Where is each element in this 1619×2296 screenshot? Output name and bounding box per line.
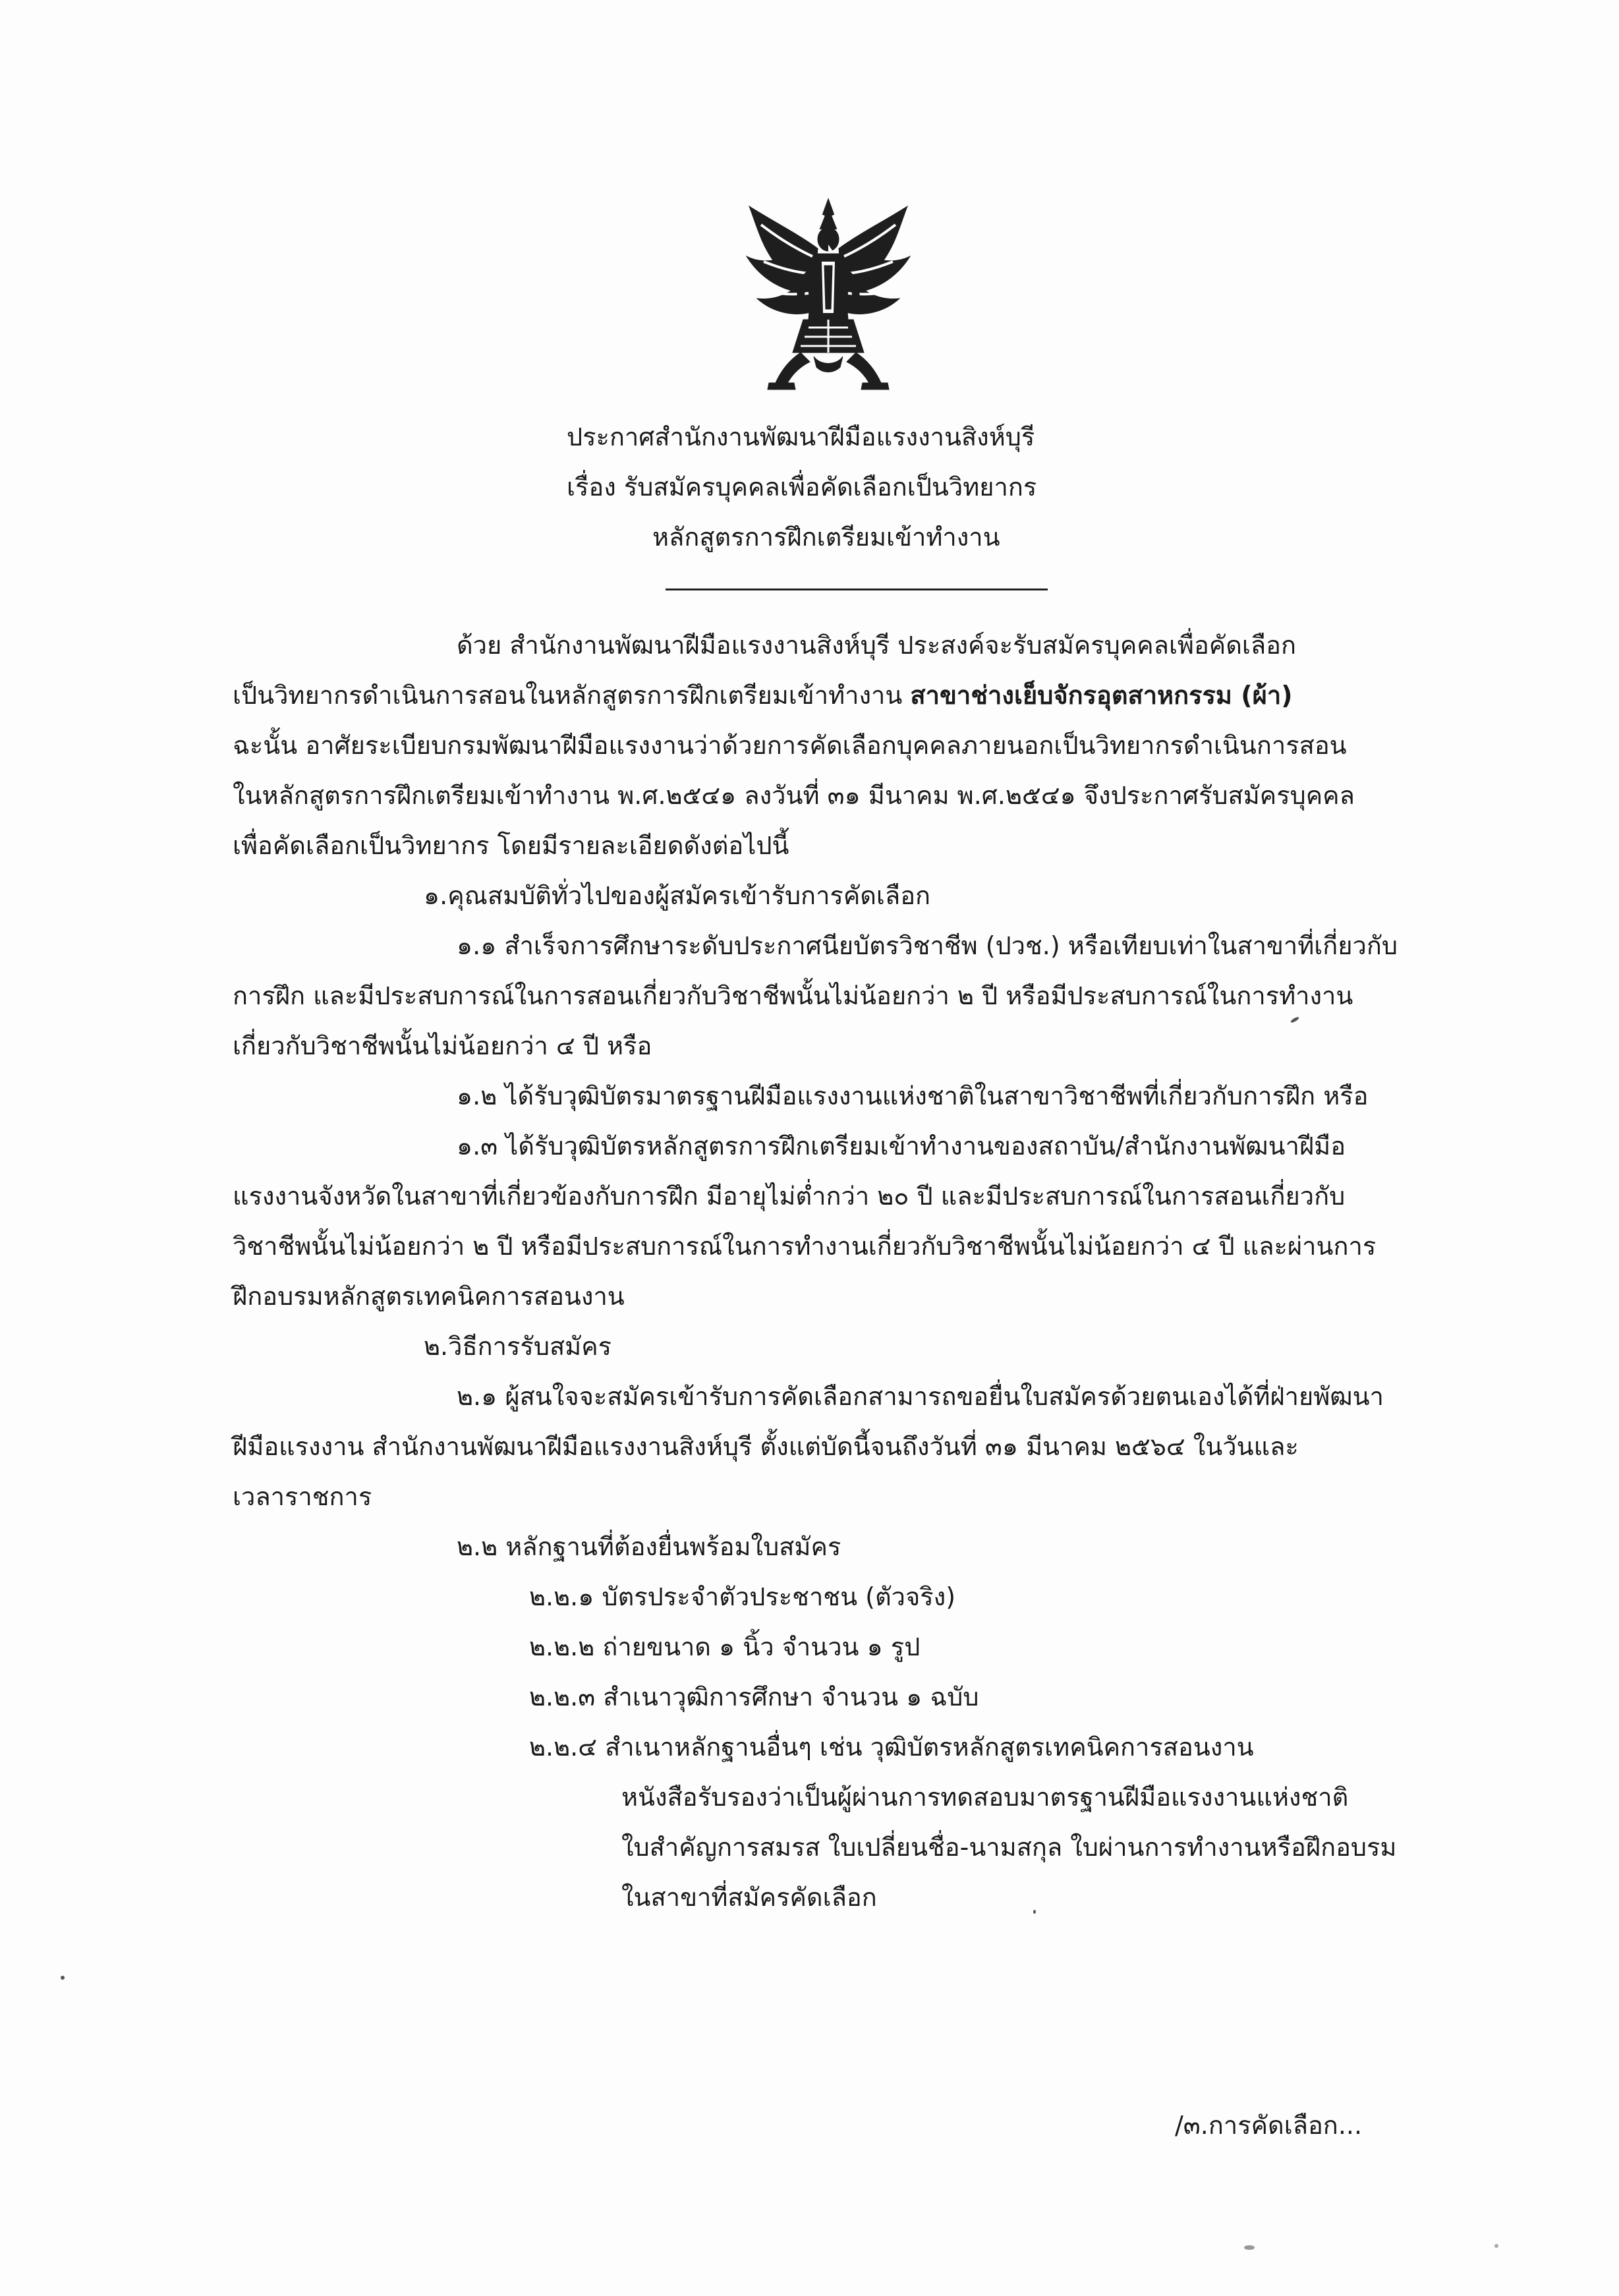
intro-line-3: ฉะนั้น อาศัยระเบียบกรมพัฒนาฝีมือแรงงานว่าด้วยการคัดเลือกบุคคลภายนอกเป็นวิทยากรดำเนินการสอน bbox=[233, 731, 1347, 760]
announcement-subject: เรื่อง รับสมัครบุคคลเพื่อคัดเลือกเป็นวิทยากร bbox=[567, 473, 1037, 502]
section-1-3-line-3: วิชาชีพนั้นไม่น้อยกว่า ๒ ปี หรือมีประสบการณ์ในการทำงานเกี่ยวกับวิชาชีพนั้นไม่น้อยกว่า ๔ ปี และผ่านการ bbox=[233, 1232, 1377, 1261]
document-item-4-line-2: หนังสือรับรองว่าเป็นผู้ผ่านการทดสอบมาตรฐานฝีมือแรงงานแห่งชาติ bbox=[621, 1783, 1349, 1812]
document-item-3: ๒.๒.๓ สำเนาวุฒิการศึกษา จำนวน ๑ ฉบับ bbox=[529, 1682, 979, 1711]
document-item-4-line-4: ในสาขาที่สมัครคัดเลือก bbox=[621, 1883, 877, 1912]
document-item-2: ๒.๒.๒ ถ่ายขนาด ๑ นิ้ว จำนวน ๑ รูป bbox=[529, 1632, 921, 1661]
scan-speck bbox=[1244, 2245, 1255, 2250]
document-item-1: ๒.๒.๑ บัตรประจำตัวประชาชน (ตัวจริง) bbox=[529, 1582, 956, 1611]
section-2-1-line-3: เวลาราชการ bbox=[233, 1482, 372, 1511]
continued-marker: /๓.การคัดเลือก... bbox=[1175, 2111, 1363, 2140]
section-1-3-line-4: ฝึกอบรมหลักสูตรเทคนิคการสอนงาน bbox=[233, 1282, 625, 1311]
scan-speck bbox=[1494, 2244, 1498, 2248]
section-1-title: ๑.คุณสมบัติทั่วไปของผู้สมัครเข้ารับการคัดเลือก bbox=[424, 881, 931, 910]
intro-trade-name: สาขาช่างเย็บจักรอุตสาหกรรม (ผ้า) bbox=[910, 681, 1293, 710]
scan-speck bbox=[61, 1976, 65, 1980]
scan-speck bbox=[1290, 1016, 1300, 1023]
section-2-1-line-1: ๒.๑ ผู้สนใจจะสมัครเข้ารับการคัดเลือกสามารถขอยื่นใบสมัครด้วยตนเองได้ที่ฝ่ายพัฒนา bbox=[457, 1382, 1384, 1411]
announcement-issuer: ประกาศสำนักงานพัฒนาฝีมือแรงงานสิงห์บุรี bbox=[567, 422, 1035, 451]
section-2-2: ๒.๒ หลักฐานที่ต้องยื่นพร้อมใบสมัคร bbox=[457, 1532, 841, 1561]
section-2-1-line-2: ฝีมือแรงงาน สำนักงานพัฒนาฝีมือแรงงานสิงห์บุรี ตั้งแต่บัดนี้จนถึงวันที่ ๓๑ มีนาคม ๒๕๖๔ ในวันและ bbox=[233, 1432, 1299, 1461]
section-1-3-line-2: แรงงานจังหวัดในสาขาที่เกี่ยวข้องกับการฝึก มีอายุไม่ต่ำกว่า ๒๐ ปี และมีประสบการณ์ในการสอนเกี่ยวกับ bbox=[233, 1182, 1346, 1211]
announcement-heading bbox=[567, 412, 1160, 562]
heading-underline bbox=[666, 588, 1048, 590]
announcement-course: หลักสูตรการฝึกเตรียมเข้าทำงาน bbox=[652, 523, 1000, 552]
intro-line-1: ด้วย สำนักงานพัฒนาฝีมือแรงงานสิงห์บุรี ประสงค์จะรับสมัครบุคคลเพื่อคัดเลือก bbox=[457, 631, 1297, 660]
section-1-2: ๑.๒ ได้รับวุฒิบัตรมาตรฐานฝีมือแรงงานแห่งชาติในสาขาวิชาชีพที่เกี่ยวกับการฝึก หรือ bbox=[457, 1081, 1369, 1110]
section-1-1-line-1: ๑.๑ สำเร็จการศึกษาระดับประกาศนียบัตรวิชาชีพ (ปวช.) หรือเทียบเท่าในสาขาที่เกี่ยวกับ bbox=[457, 931, 1398, 960]
intro-line-2 bbox=[233, 679, 1293, 712]
intro-line-2-text: เป็นวิทยากรดำเนินการสอนในหลักสูตรการฝึกเตรียมเข้าทำงาน bbox=[233, 681, 911, 710]
section-1-3-line-1: ๑.๓ ได้รับวุฒิบัตรหลักสูตรการฝึกเตรียมเข้าทำงานของสถาบัน/สำนักงานพัฒนาฝีมือ bbox=[457, 1132, 1346, 1161]
section-1-1-line-3: เกี่ยวกับวิชาชีพนั้นไม่น้อยกว่า ๔ ปี หรือ bbox=[233, 1031, 652, 1060]
section-2-title: ๒.วิธีการรับสมัคร bbox=[424, 1332, 612, 1361]
garuda-emblem-icon bbox=[735, 188, 923, 399]
document-item-4-line-3: ใบสำคัญการสมรส ใบเปลี่ยนชื่อ-นามสกุล ใบผ่านการทำงานหรือฝึกอบรม bbox=[621, 1833, 1397, 1862]
intro-line-4: ในหลักสูตรการฝึกเตรียมเข้าทำงาน พ.ศ.๒๕๔๑ ลงวันที่ ๓๑ มีนาคม พ.ศ.๒๕๔๑ จึงประกาศรับสมัครบุคคล bbox=[233, 781, 1355, 810]
intro-line-5: เพื่อคัดเลือกเป็นวิทยากร โดยมีรายละเอียดดังต่อไปนี้ bbox=[233, 831, 789, 860]
section-1-1-line-2: การฝึก และมีประสบการณ์ในการสอนเกี่ยวกับวิชาชีพนั้นไม่น้อยกว่า ๒ ปี หรือมีประสบการณ์ในการทำงาน bbox=[233, 981, 1353, 1010]
scan-speck bbox=[1033, 1910, 1036, 1914]
document-item-4-line-1: ๒.๒.๔ สำเนาหลักฐานอื่นๆ เช่น วุฒิบัตรหลักสูตรเทคนิคการสอนงาน bbox=[529, 1733, 1254, 1762]
